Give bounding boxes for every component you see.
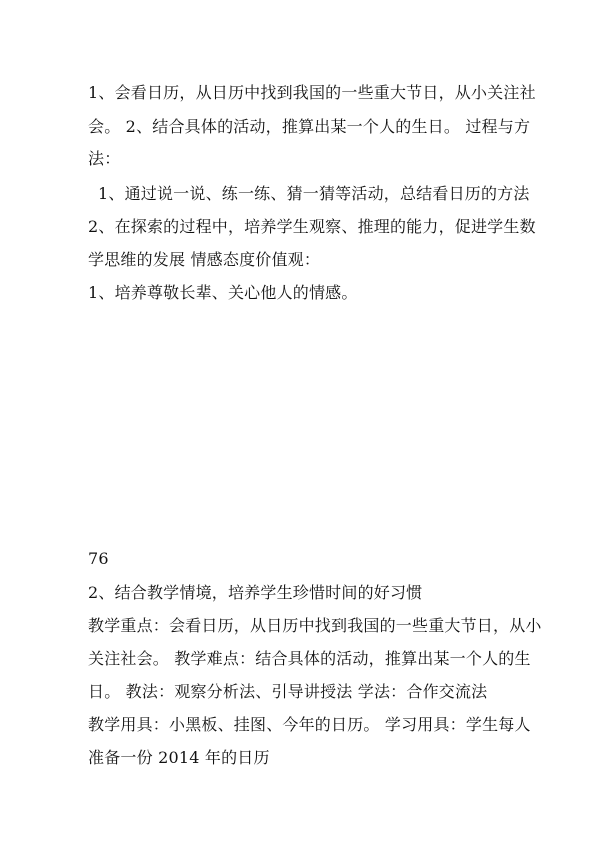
text-line: 2、在探索的过程中，培养学生观察、推理的能力，促进学生数 bbox=[88, 217, 536, 236]
text-line: 学思维的发展 情感态度价值观： bbox=[88, 250, 321, 269]
page-number: 76 bbox=[88, 549, 109, 568]
text-line: 1、通过说一说、练一练、猜一猜等活动，总结看日历的方法 bbox=[98, 184, 530, 203]
text-line: 1、培养尊敬长辈、关心他人的情感。 bbox=[88, 283, 358, 302]
text-line: 教学重点：会看日历，从日历中找到我国的一些重大节日，从小 bbox=[88, 616, 542, 635]
text-line: 教学用具：小黑板、挂图、今年的日历。 学习用具：学生每人 bbox=[88, 715, 531, 734]
text-line: 会。 2、结合具体的活动，推算出某一个人的生日。 过程与方 bbox=[88, 117, 531, 136]
text-line: 2、结合教学情境，培养学生珍惜时间的好习惯 bbox=[88, 583, 423, 602]
text-line: 准备一份 2014 年的日历 bbox=[88, 748, 270, 767]
text-line: 关注社会。 教学难点：结合具体的活动，推算出某一个人的生 bbox=[88, 649, 531, 668]
text-line: 日。 教法：观察分析法、引导讲授法 学法：合作交流法 bbox=[88, 682, 488, 701]
text-line: 1、会看日历，从日历中找到我国的一些重大节日，从小关注社 bbox=[88, 83, 536, 102]
text-line: 法： bbox=[88, 149, 121, 168]
